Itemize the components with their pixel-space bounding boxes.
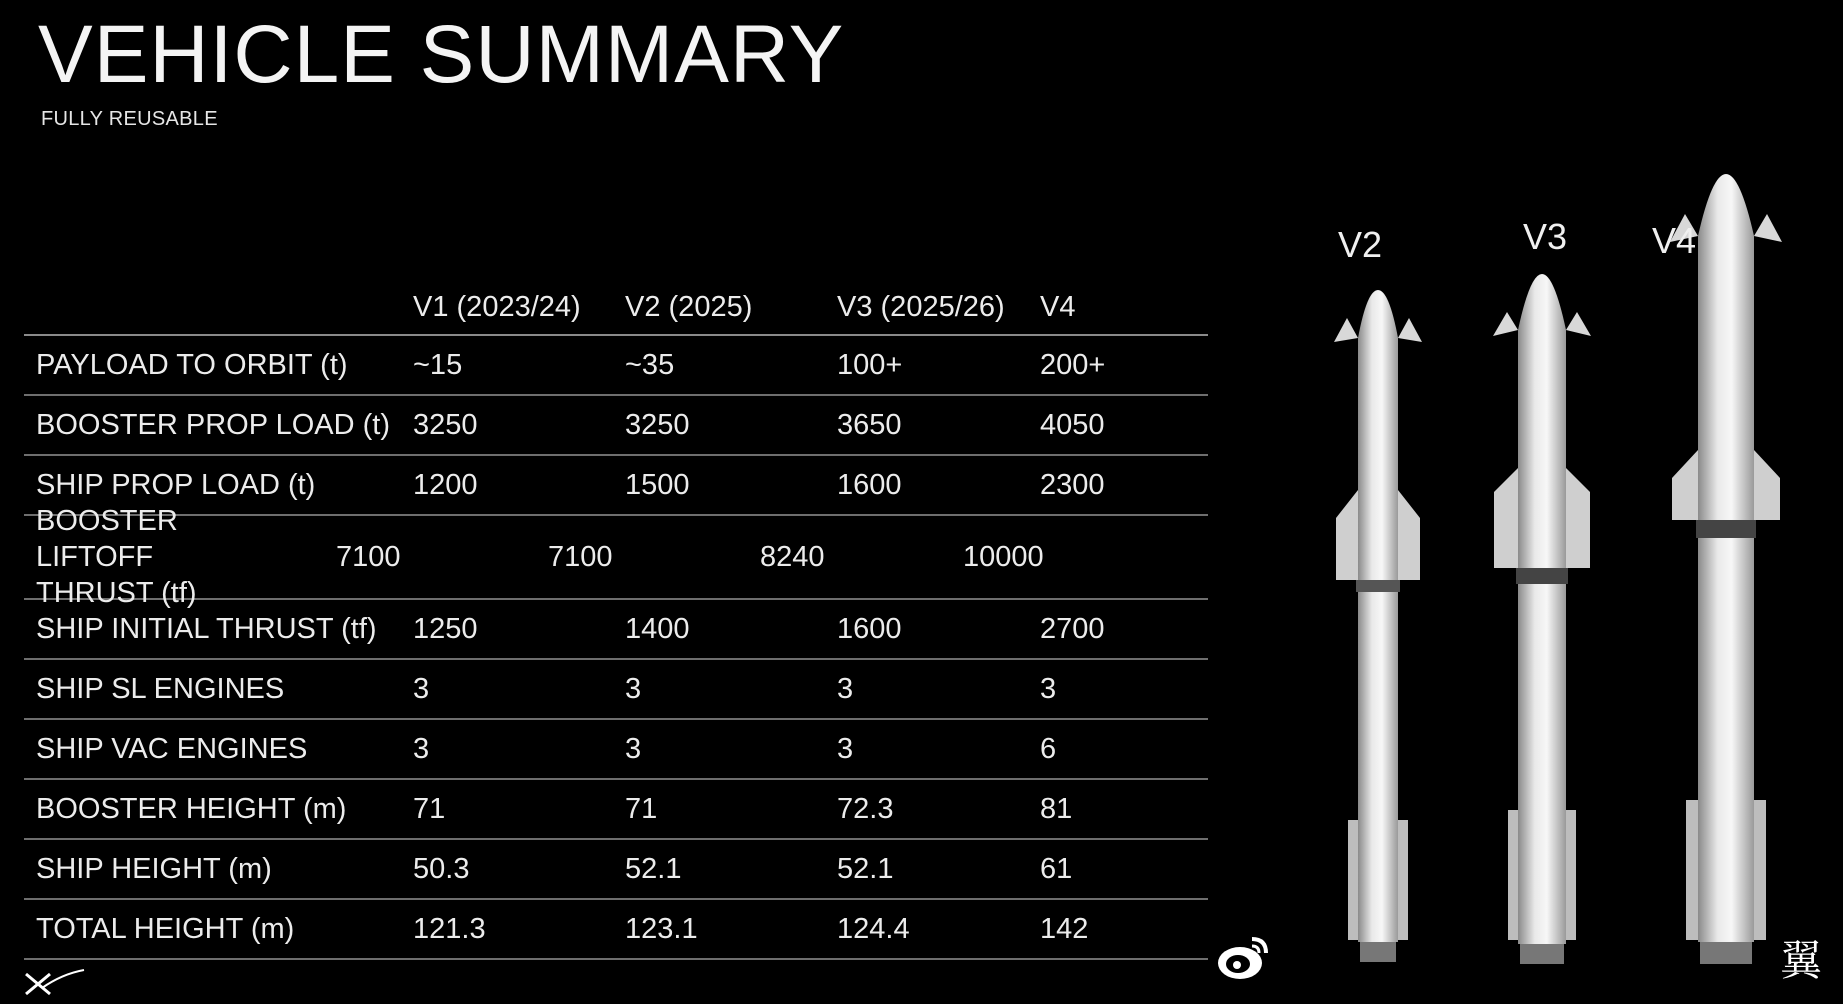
- table-cell: 3: [625, 672, 642, 705]
- table-cell: 1250: [413, 612, 478, 645]
- table-cell: 72.3: [837, 792, 894, 825]
- table-cell: 8240: [760, 540, 825, 573]
- table-header-row: [24, 280, 1208, 336]
- row-label: PAYLOAD TO ORBIT (t): [36, 348, 348, 381]
- table-header-cell: V3 (2025/26): [837, 290, 1005, 323]
- table-cell: 4050: [1040, 408, 1105, 441]
- vehicle-summary-table: [24, 280, 1208, 960]
- table-cell: 1500: [625, 468, 690, 501]
- table-cell: 1600: [837, 468, 902, 501]
- table-row: [24, 780, 1208, 840]
- watermark-text: 翼: [1779, 936, 1822, 985]
- table-cell: 123.1: [625, 912, 698, 945]
- row-label: SHIP HEIGHT (m): [36, 852, 272, 885]
- rocket-label-v2: V2: [1338, 224, 1383, 265]
- table-header-cell: V4: [1040, 290, 1076, 323]
- row-label: BOOSTER HEIGHT (m): [36, 792, 347, 825]
- table-row: [24, 660, 1208, 720]
- weibo-watermark: [1216, 930, 1826, 986]
- table-cell: 61: [1040, 852, 1073, 885]
- table-cell: 1600: [837, 612, 902, 645]
- table-cell: 3250: [413, 408, 478, 441]
- table-row: [24, 900, 1208, 960]
- table-cell: 3: [413, 732, 430, 765]
- table-cell: 52.1: [625, 852, 682, 885]
- table-cell: 7100: [548, 540, 613, 573]
- table-cell: 100+: [837, 348, 903, 381]
- row-label: SHIP SL ENGINES: [36, 672, 285, 705]
- table-cell: 52.1: [837, 852, 894, 885]
- table-cell: 3: [1040, 672, 1057, 705]
- table-cell: 3: [837, 732, 854, 765]
- rocket-v4: [1670, 174, 1782, 964]
- rocket-label-v3: V3: [1523, 216, 1568, 257]
- row-label: SHIP INITIAL THRUST (tf): [36, 612, 377, 645]
- row-label: BOOSTER PROP LOAD (t): [36, 408, 390, 441]
- table-cell: 81: [1040, 792, 1073, 825]
- table-body: [24, 336, 1208, 960]
- table-cell: 6: [1040, 732, 1057, 765]
- table-cell: 3: [837, 672, 854, 705]
- table-cell: 50.3: [413, 852, 470, 885]
- table-cell: 71: [625, 792, 658, 825]
- table-cell: 121.3: [413, 912, 486, 945]
- table-row: [24, 840, 1208, 900]
- table-cell: ~15: [413, 348, 463, 381]
- table-header-cell: V2 (2025): [625, 290, 753, 323]
- table-row: [24, 720, 1208, 780]
- table-cell: 2700: [1040, 612, 1105, 645]
- rocket-v3: [1493, 274, 1591, 964]
- table-cell: 10000: [963, 540, 1044, 573]
- table-cell: 142: [1040, 912, 1089, 945]
- table-cell: 2300: [1040, 468, 1105, 501]
- table-cell: 3: [413, 672, 430, 705]
- table-header-cell: V1 (2023/24): [413, 290, 581, 323]
- spacex-x-icon: [22, 968, 86, 998]
- table-cell: 3: [625, 732, 642, 765]
- rocket-comparison: [1300, 150, 1840, 970]
- row-label: BOOSTER LIFTOFF THRUST (tf): [36, 504, 197, 610]
- table-cell: 200+: [1040, 348, 1106, 381]
- table-cell: 1400: [625, 612, 690, 645]
- page-title: VEHICLE SUMMARY: [38, 9, 845, 100]
- table-cell: 7100: [336, 540, 401, 573]
- rocket-label-v4: V4: [1652, 220, 1697, 261]
- table-cell: 3250: [625, 408, 690, 441]
- table-row: [24, 336, 1208, 396]
- row-label: SHIP VAC ENGINES: [36, 732, 308, 765]
- table-row: [24, 600, 1208, 660]
- page-subtitle: FULLY REUSABLE: [41, 108, 218, 130]
- row-label: SHIP PROP LOAD (t): [36, 468, 316, 501]
- table-cell: 124.4: [837, 912, 910, 945]
- table-cell: 1200: [413, 468, 478, 501]
- rocket-v2: [1334, 290, 1422, 962]
- row-label: TOTAL HEIGHT (m): [36, 912, 295, 945]
- table-row: [24, 504, 1208, 610]
- table-row: [24, 396, 1208, 456]
- weibo-icon: [1216, 931, 1270, 985]
- table-cell: 71: [413, 792, 446, 825]
- table-cell: 3650: [837, 408, 902, 441]
- table-cell: ~35: [625, 348, 675, 381]
- rocket-illustrations: [1300, 150, 1840, 970]
